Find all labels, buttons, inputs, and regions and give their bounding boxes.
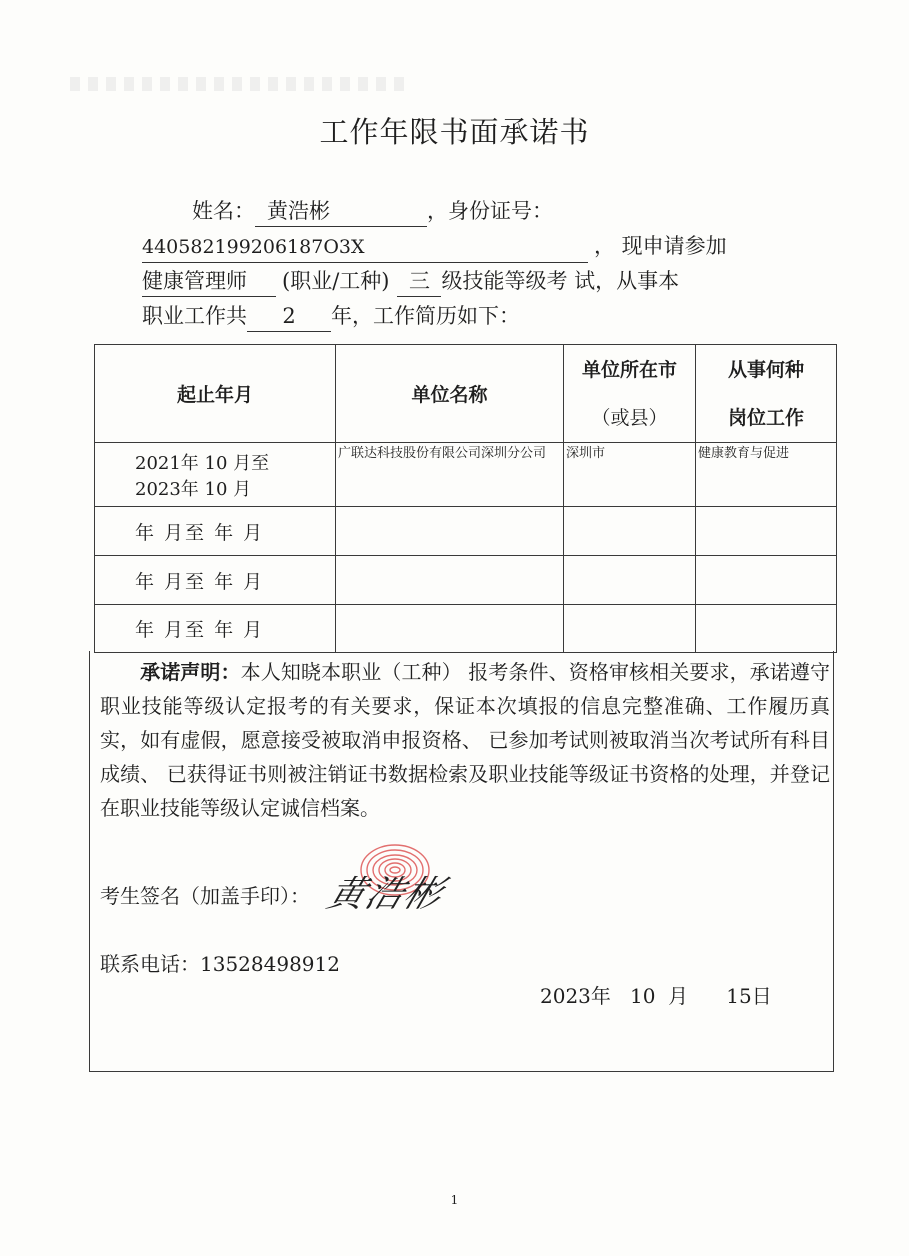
id-number-field[interactable]: 440582199206187O3X [142,232,588,263]
page-title: 工作年限书面承诺书 [319,115,590,149]
page-number: 1 [450,1193,459,1207]
period-start: 2021年 10 月至 [135,452,270,474]
years-prefix: 职业工作共 [142,304,247,328]
work-history-table [94,344,837,653]
phone-number: 联系电话：13528498912 [100,952,340,976]
row-position[interactable]: 健康教育与促进 [696,443,837,507]
occupation-suffix: (职业/工种) [282,269,390,293]
row-city[interactable]: 深圳市 [564,443,696,507]
row-company-empty[interactable] [336,556,564,605]
name-label: 姓名： [192,199,255,223]
signature-label: 考生签名（加盖手印）： [100,884,310,908]
level-suffix: 级技能等级考 试，从事本 [441,269,680,293]
row-company-empty[interactable] [336,605,564,653]
id-label: ，身份证号： [427,199,553,223]
occupation-field[interactable]: 健康管理师 [142,266,276,297]
row-position-empty[interactable] [696,507,837,556]
row-city-empty[interactable] [564,605,696,653]
row-city-empty[interactable] [564,507,696,556]
table-row [95,443,837,507]
signature[interactable]: 黄浩彬 [322,874,450,915]
declaration-label: 承诺声明： [140,660,241,684]
declaration [100,655,830,825]
signing-date: 2023年 10 月 15日 [540,984,772,1008]
header-period: 起止年月 [95,345,336,443]
row-period-empty[interactable]: 年 月至 年 月 [95,507,336,556]
years-line [142,301,520,332]
header-city [564,345,696,443]
table-row [95,556,837,605]
declaration-text: 本人知晓本职业（工种） 报考条件、资格审核相关要求，承诺遵守职业技能等级认定报考的有关要求，保证本次填报的信息完整准确、工作履历真实，如有虚假，愿意接受被取消申报资格、 已参加考试则被取消当次考试所有科目成绩、 已获得证书则被注销证书数据检索及职业技能等级证书资格的处理，并登记在职业技能等级认定诚信档案。 [100,660,830,820]
occupation-line [142,266,679,297]
id-line [142,231,727,263]
years-field[interactable]: 2 [247,301,331,332]
row-period-empty[interactable]: 年 月至 年 月 [95,556,336,605]
row-period[interactable] [95,443,336,507]
row-company-empty[interactable] [336,507,564,556]
row-company[interactable]: 广联达科技股份有限公司深圳分公司 [336,443,564,507]
apply-text: ， 现申请参加 [594,234,727,258]
scan-artifact [70,77,410,91]
header-position [696,345,837,443]
header-position-line1: 从事何种 [727,358,804,381]
row-period-empty[interactable]: 年 月至 年 月 [95,605,336,653]
row-position-empty[interactable] [696,605,837,653]
years-suffix: 年，工作简历如下： [331,304,520,328]
table-row [95,605,837,653]
level-field[interactable]: 三 [397,266,441,297]
period-end: 2023年 10 月 [135,478,252,500]
row-city-empty[interactable] [564,556,696,605]
table-row [95,507,837,556]
row-position-empty[interactable] [696,556,837,605]
header-city-line2: （或县） [591,406,668,429]
header-position-line2: 岗位工作 [727,406,804,429]
header-city-line1: 单位所在市 [581,358,677,381]
header-company: 单位名称 [336,345,564,443]
name-field[interactable]: 黄浩彬 [255,196,427,227]
table-header-row [95,345,837,443]
name-line [192,196,553,227]
